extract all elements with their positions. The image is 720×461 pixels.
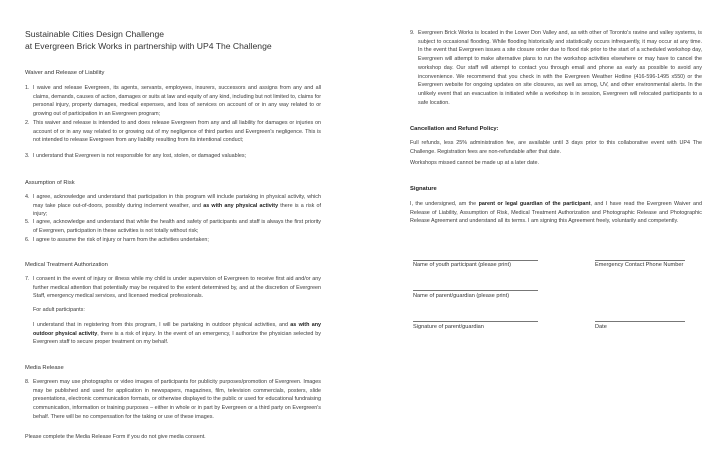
waiver-item-3: 3. I understand that Evergreen is not responsible for any lost, stolen, or damaged valuables; xyxy=(25,153,247,159)
adult-participants-label: For adult participants: xyxy=(33,307,85,313)
medical-heading: Medical Treatment Authorization xyxy=(25,262,108,268)
risk-item-5: 5. I agree, acknowledge and understand that while the health and safety of participants and staff is always the first priority of Evergreen, participation in these activities is not totally without risk; xyxy=(25,219,321,234)
risk-item-4: 4. I agree, acknowledge and understand that participation in this program will include partaking in physical activity, which may take place out-of-doors, possibly during inclement weather, and as with any physical activity there is a risk of injury; xyxy=(25,194,321,218)
media-heading: Media Release xyxy=(25,365,64,371)
waiver-item-2: 2. This waiver and release is intended to and does release Evergreen from any and all liability for damages or injuries on account of or in any way related to or growing out of my negligence of third parties and Evergreen's negligence. This is not intended to release Evergreen from any liability resulting from its intentional conduct; xyxy=(25,120,321,144)
youth-name-label: Name of youth participant (please print) xyxy=(413,262,511,268)
date-label: Date xyxy=(595,324,607,330)
document-subtitle: at Evergreen Brick Works in partnership with UP4 The Challenge xyxy=(25,41,272,51)
refund-heading: Cancellation and Refund Policy: xyxy=(410,126,499,132)
risk-heading: Assumption of Risk xyxy=(25,180,75,186)
parent-signature-line[interactable] xyxy=(413,321,538,322)
parent-signature-label: Signature of parent/guardian xyxy=(413,324,484,330)
medical-item-7: 7. I consent in the event of injury or illness while my child is under supervision of Evergreen to receive first aid and/or any further medical attention that potentially may be required to the extent determined by, and at the discretion of Evergreen Staff, emergency medical services, and licensed medical professionals. xyxy=(25,276,321,300)
refund-paragraph: Full refunds, less 25% administration fee, are available until 3 days prior to this collaborative event with UP4 The Challenge. Registration fees are non-refundable after that date. xyxy=(410,140,702,155)
waiver-item-1: 1. I waive and release Evergreen, its agents, servants, employees, insurers, successors and assigns from any and all claims, demands, causes of action, damages or suits at law and equity of any kind, including but not limited to, claims for personal injury, property damages, medical expenses, and loss of services on account of or in any way related to or growing out of participation in an Evergreen program; xyxy=(25,85,321,118)
parent-name-line[interactable] xyxy=(413,290,538,291)
waiver-heading: Waiver and Release of Liability xyxy=(25,70,105,76)
media-item-8: 8. Evergreen may use photographs or video images of participants for publicity purposes/promotion of Evergreen. Images may be published and used for application in newspapers, magazines, film, television commercials, posters, slide presentations, electronic communication formats, or otherwise displayed to the public or used for educational fundraising communication, information or training purposes – either in whole or in part by Evergreen or a third party on Evergreen's behalf. There will be no compensation for the taking or use of these images. xyxy=(25,379,321,420)
makeup-paragraph: Workshops missed cannot be made up at a later date. xyxy=(410,160,540,166)
media-footer-note: Please complete the Media Release Form if you do not give media consent. xyxy=(25,434,206,440)
youth-name-line[interactable] xyxy=(413,260,538,261)
signature-heading: Signature xyxy=(410,186,437,192)
emergency-phone-line[interactable] xyxy=(595,260,685,261)
date-line[interactable] xyxy=(595,321,685,322)
signature-statement: I, the undersigned, am the parent or legal guardian of the participant, and I have read the Evergreen Waiver and Release of Liability, Assumption of Risk, Medical Treatment Authorization and Photographic Release and Photographic Release Agreement and understand all its terms. I am signing this Agreement freely, voluntarily and competently. xyxy=(410,201,702,225)
emergency-phone-label: Emergency Contact Phone Number xyxy=(595,262,684,268)
document-title: Sustainable Cities Design Challenge xyxy=(25,29,165,39)
risk-item-6: 6. I agree to assume the risk of injury or harm from the activities undertaken; xyxy=(25,237,209,243)
parent-name-label: Name of parent/guardian (please print) xyxy=(413,293,510,299)
weather-item-9: 9. Evergreen Brick Works is located in the Lower Don Valley and, as with other of Toronto's ravine and valley systems, is subject to occasional flooding. While flooding historically and statistically occurs infrequently, it may occur at any time. In the event that Evergreen issues a site closure order due to flood risk prior to the start of a scheduled workshop day, Evergreen will attempt to make alternative plans to run the workshop activities elsewhere or may have to cancel the workshop day. Our staff will attempt to contact you through email and phone as early as possible to avoid any inconvenience. We recommend that you check in with the Evergreen Weather Hotline (416-596-1495 x550) or the Evergreen website for ongoing updates on site closures, as well as smog, UV, and other environmental alerts. In the unlikely event that an evacuation is initiated while a workshop is in session, Evergreen will relocated participants to a safe location. xyxy=(410,30,702,106)
adult-participants-text: I understand that in registering from this program, I will be partaking in outdoor physical activities, and as with any outdoor physical activity, there is a risk of injury. In the event of an emergency, I authorize the physician selected by Evergreen staff to secure proper treatment on my behalf. xyxy=(33,322,321,346)
